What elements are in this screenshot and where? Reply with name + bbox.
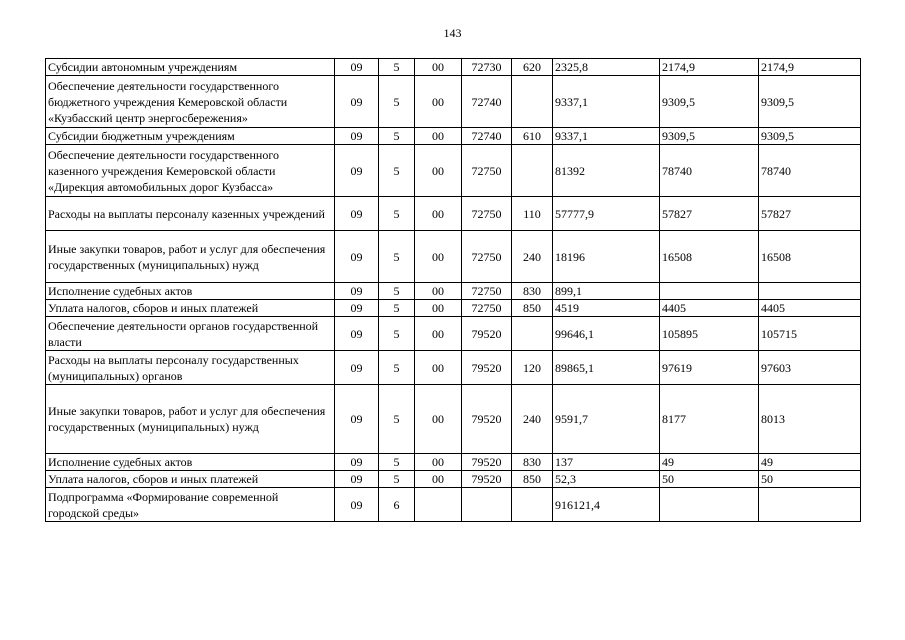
amount-year3-cell: 50 — [759, 471, 861, 488]
amount-year1-cell: 899,1 — [553, 283, 660, 300]
amount-year2-cell: 8177 — [660, 385, 759, 454]
subprogram-code-cell: 00 — [415, 317, 462, 351]
table-row — [46, 385, 861, 454]
expense-type-cell — [512, 317, 553, 351]
program-code-cell: 5 — [379, 454, 415, 471]
section-code-cell: 09 — [335, 197, 379, 231]
amount-year2-cell: 16508 — [660, 231, 759, 283]
subprogram-code-cell: 00 — [415, 454, 462, 471]
amount-year1-cell: 9337,1 — [553, 128, 660, 145]
row-name-cell: Расходы на выплаты персоналу государственных (муниципальных) органов — [46, 351, 335, 385]
amount-year2-cell: 50 — [660, 471, 759, 488]
table-row — [46, 145, 861, 197]
direction-code-cell — [462, 488, 512, 522]
amount-year1-cell: 52,3 — [553, 471, 660, 488]
program-code-cell: 5 — [379, 471, 415, 488]
amount-year2-cell: 2174,9 — [660, 59, 759, 76]
amount-year1-cell: 4519 — [553, 300, 660, 317]
amount-year1-cell: 2325,8 — [553, 59, 660, 76]
amount-year3-cell: 49 — [759, 454, 861, 471]
direction-code-cell: 79520 — [462, 454, 512, 471]
amount-year1-cell: 81392 — [553, 145, 660, 197]
row-name-cell: Уплата налогов, сборов и иных платежей — [46, 471, 335, 488]
row-name-cell: Исполнение судебных актов — [46, 283, 335, 300]
subprogram-code-cell: 00 — [415, 231, 462, 283]
amount-year3-cell: 2174,9 — [759, 59, 861, 76]
program-code-cell: 5 — [379, 76, 415, 128]
table-row — [46, 471, 861, 488]
expense-type-cell: 850 — [512, 471, 553, 488]
amount-year2-cell: 4405 — [660, 300, 759, 317]
expense-type-cell — [512, 488, 553, 522]
amount-year3-cell: 57827 — [759, 197, 861, 231]
program-code-cell: 5 — [379, 197, 415, 231]
budget-table — [45, 58, 861, 522]
table-row — [46, 59, 861, 76]
section-code-cell: 09 — [335, 283, 379, 300]
subprogram-code-cell: 00 — [415, 128, 462, 145]
row-name-cell: Обеспечение деятельности государственного казенного учреждения Кемеровской области «Дирекция автомобильных дорог Кузбасса» — [46, 145, 335, 197]
table-row — [46, 488, 861, 522]
amount-year3-cell — [759, 488, 861, 522]
subprogram-code-cell: 00 — [415, 145, 462, 197]
row-name-cell: Исполнение судебных актов — [46, 454, 335, 471]
subprogram-code-cell: 00 — [415, 471, 462, 488]
subprogram-code-cell: 00 — [415, 351, 462, 385]
program-code-cell: 5 — [379, 385, 415, 454]
direction-code-cell: 79520 — [462, 351, 512, 385]
table-row — [46, 128, 861, 145]
expense-type-cell — [512, 76, 553, 128]
expense-type-cell — [512, 145, 553, 197]
table-row — [46, 454, 861, 471]
subprogram-code-cell: 00 — [415, 283, 462, 300]
subprogram-code-cell: 00 — [415, 59, 462, 76]
row-name-cell: Субсидии автономным учреждениям — [46, 59, 335, 76]
amount-year2-cell: 49 — [660, 454, 759, 471]
direction-code-cell: 72740 — [462, 128, 512, 145]
table-row — [46, 231, 861, 283]
row-name-cell: Подпрограмма «Формирование современной городской среды» — [46, 488, 335, 522]
subprogram-code-cell: 00 — [415, 385, 462, 454]
row-name-cell: Субсидии бюджетным учреждениям — [46, 128, 335, 145]
expense-type-cell: 850 — [512, 300, 553, 317]
section-code-cell: 09 — [335, 145, 379, 197]
amount-year2-cell: 97619 — [660, 351, 759, 385]
expense-type-cell: 120 — [512, 351, 553, 385]
amount-year3-cell — [759, 283, 861, 300]
expense-type-cell: 620 — [512, 59, 553, 76]
direction-code-cell: 72750 — [462, 197, 512, 231]
row-name-cell: Обеспечение деятельности государственного бюджетного учреждения Кемеровской области «Кузбасский центр энергосбережения» — [46, 76, 335, 128]
amount-year1-cell: 18196 — [553, 231, 660, 283]
expense-type-cell: 830 — [512, 454, 553, 471]
program-code-cell: 5 — [379, 231, 415, 283]
amount-year1-cell: 137 — [553, 454, 660, 471]
amount-year3-cell: 97603 — [759, 351, 861, 385]
section-code-cell: 09 — [335, 300, 379, 317]
program-code-cell: 5 — [379, 59, 415, 76]
table-row — [46, 197, 861, 231]
section-code-cell: 09 — [335, 76, 379, 128]
direction-code-cell: 72750 — [462, 145, 512, 197]
program-code-cell: 5 — [379, 317, 415, 351]
direction-code-cell: 79520 — [462, 385, 512, 454]
direction-code-cell: 72740 — [462, 76, 512, 128]
amount-year1-cell: 57777,9 — [553, 197, 660, 231]
amount-year1-cell: 916121,4 — [553, 488, 660, 522]
amount-year3-cell: 8013 — [759, 385, 861, 454]
table-row — [46, 76, 861, 128]
expense-type-cell: 240 — [512, 231, 553, 283]
program-code-cell: 5 — [379, 351, 415, 385]
program-code-cell: 5 — [379, 283, 415, 300]
program-code-cell: 6 — [379, 488, 415, 522]
program-code-cell: 5 — [379, 145, 415, 197]
amount-year1-cell: 9337,1 — [553, 76, 660, 128]
table-row — [46, 300, 861, 317]
amount-year2-cell: 78740 — [660, 145, 759, 197]
direction-code-cell: 72750 — [462, 300, 512, 317]
table-row — [46, 351, 861, 385]
program-code-cell: 5 — [379, 128, 415, 145]
expense-type-cell: 110 — [512, 197, 553, 231]
amount-year2-cell — [660, 488, 759, 522]
direction-code-cell: 72730 — [462, 59, 512, 76]
row-name-cell: Уплата налогов, сборов и иных платежей — [46, 300, 335, 317]
section-code-cell: 09 — [335, 385, 379, 454]
amount-year2-cell: 105895 — [660, 317, 759, 351]
direction-code-cell: 72750 — [462, 231, 512, 283]
section-code-cell: 09 — [335, 488, 379, 522]
amount-year2-cell: 57827 — [660, 197, 759, 231]
row-name-cell: Иные закупки товаров, работ и услуг для обеспечения государственных (муниципальных) нужд — [46, 231, 335, 283]
amount-year2-cell: 9309,5 — [660, 76, 759, 128]
expense-type-cell: 830 — [512, 283, 553, 300]
amount-year1-cell: 89865,1 — [553, 351, 660, 385]
section-code-cell: 09 — [335, 317, 379, 351]
expense-type-cell: 240 — [512, 385, 553, 454]
amount-year1-cell: 9591,7 — [553, 385, 660, 454]
section-code-cell: 09 — [335, 231, 379, 283]
amount-year1-cell: 99646,1 — [553, 317, 660, 351]
amount-year2-cell — [660, 283, 759, 300]
table-row — [46, 317, 861, 351]
amount-year3-cell: 78740 — [759, 145, 861, 197]
subprogram-code-cell: 00 — [415, 197, 462, 231]
program-code-cell: 5 — [379, 300, 415, 317]
subprogram-code-cell: 00 — [415, 300, 462, 317]
amount-year3-cell: 9309,5 — [759, 128, 861, 145]
subprogram-code-cell: 00 — [415, 76, 462, 128]
page-number: 143 — [443, 26, 462, 40]
direction-code-cell: 72750 — [462, 283, 512, 300]
section-code-cell: 09 — [335, 471, 379, 488]
amount-year3-cell: 9309,5 — [759, 76, 861, 128]
section-code-cell: 09 — [335, 454, 379, 471]
row-name-cell: Обеспечение деятельности органов государственной власти — [46, 317, 335, 351]
table-row — [46, 283, 861, 300]
amount-year3-cell: 105715 — [759, 317, 861, 351]
section-code-cell: 09 — [335, 59, 379, 76]
direction-code-cell: 79520 — [462, 317, 512, 351]
row-name-cell: Расходы на выплаты персоналу казенных учреждений — [46, 197, 335, 231]
section-code-cell: 09 — [335, 128, 379, 145]
amount-year3-cell: 4405 — [759, 300, 861, 317]
row-name-cell: Иные закупки товаров, работ и услуг для обеспечения государственных (муниципальных) нужд — [46, 385, 335, 454]
amount-year3-cell: 16508 — [759, 231, 861, 283]
subprogram-code-cell — [415, 488, 462, 522]
section-code-cell: 09 — [335, 351, 379, 385]
expense-type-cell: 610 — [512, 128, 553, 145]
amount-year2-cell: 9309,5 — [660, 128, 759, 145]
direction-code-cell: 79520 — [462, 471, 512, 488]
